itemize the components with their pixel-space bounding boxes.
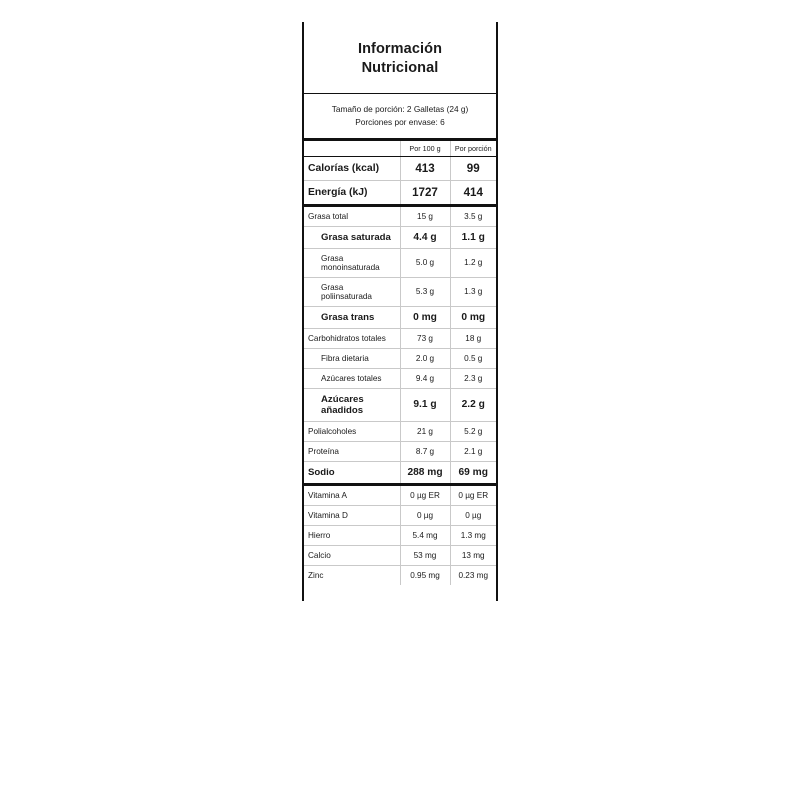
table-header-row [304,141,496,157]
row-value-per-serving: 1.3 g [450,277,496,306]
row-value-per-serving: 0.5 g [450,348,496,368]
nutrition-table [304,141,496,585]
column-header-nutrient [304,141,400,157]
table-row [304,368,496,388]
row-value-per-100g: 1727 [400,180,450,205]
row-value-per-100g: 5.3 g [400,277,450,306]
row-label: Grasa trans [304,306,400,328]
serving-information [304,94,496,141]
row-value-per-serving: 1.2 g [450,248,496,277]
row-label: Zinc [308,570,324,580]
table-row [304,545,496,565]
column-header-per-serving: Por porción [450,141,496,157]
table-row [304,348,496,368]
row-value-per-100g: 21 g [400,421,450,441]
row-label: Vitamina D [304,505,400,525]
table-row [304,421,496,441]
row-value-per-100g: 9.4 g [400,368,450,388]
row-value-per-serving: 69 mg [450,461,496,484]
table-row [304,205,496,226]
row-value-per-serving: 414 [450,180,496,205]
row-label: Azúcares añadidos [304,388,400,421]
table-row [304,461,496,484]
row-label: Carbohidratos totales [304,328,400,348]
table-row [304,505,496,525]
row-label: Grasa monoinsaturada [304,248,400,277]
row-value-per-100g: 73 g [400,328,450,348]
table-row [304,484,496,505]
row-value-per-100g: 5.0 g [400,248,450,277]
row-value-per-100g: 9.1 g [400,388,450,421]
row-value-per-serving: 99 [450,156,496,180]
row-value-per-100g: 0.95 mg [400,565,450,585]
row-value-per-serving: 3.5 g [450,205,496,226]
row-value-per-serving: 0 mg [450,306,496,328]
row-value-per-serving: 2.1 g [450,441,496,461]
row-value-per-serving: 0 µg ER [450,484,496,505]
column-header-per-100g: Por 100 g [400,141,450,157]
table-row [304,388,496,421]
table-row [304,226,496,248]
row-value-per-100g: 0 mg [400,306,450,328]
row-label: Grasa poliinsaturada [304,277,400,306]
row-value-per-100g: 4.4 g [400,226,450,248]
row-value-per-100g: 53 mg [400,545,450,565]
row-value-per-serving: 18 g [450,328,496,348]
row-label: Polialcoholes [304,421,400,441]
row-label: Azúcares totales [304,368,400,388]
table-row [304,328,496,348]
row-label: Calorías (kcal) [304,156,400,180]
row-value-per-serving: 2.3 g [450,368,496,388]
row-value-per-100g: 413 [400,156,450,180]
row-value-per-serving: 0.23 mg [450,565,496,585]
row-label: Grasa total [304,205,400,226]
row-value-per-serving: 2.2 g [450,388,496,421]
panel-bottom-spacer [304,585,496,601]
row-label: Grasa saturada [304,226,400,248]
table-row [304,156,496,180]
title-line-2: Nutricional [361,59,439,76]
table-row [304,441,496,461]
row-label: Vitamina A [304,484,400,505]
row-label: Fibra dietaria [304,348,400,368]
row-value-per-serving: 0 µg [450,505,496,525]
serving-size: Tamaño de porción: 2 Galletas (24 g) [331,104,469,115]
table-row [304,525,496,545]
row-value-per-serving: 1.3 mg [450,525,496,545]
row-value-per-serving: 5.2 g [450,421,496,441]
table-row [304,306,496,328]
row-value-per-serving: 13 mg [450,545,496,565]
table-row [304,180,496,205]
row-label: Sodio [304,461,400,484]
table-row [304,248,496,277]
row-value-per-100g: 8.7 g [400,441,450,461]
label-title [304,22,496,94]
row-value-per-serving: 1.1 g [450,226,496,248]
table-row [304,277,496,306]
row-label: Energía (kJ) [304,180,400,205]
table-row [304,565,496,585]
row-value-per-100g: 5.4 mg [400,525,450,545]
nutrition-facts-panel [302,22,498,601]
row-value-per-100g: 0 µg [400,505,450,525]
row-label: Calcio [304,545,400,565]
row-value-per-100g: 15 g [400,205,450,226]
row-value-per-100g: 288 mg [400,461,450,484]
row-value-per-100g: 2.0 g [400,348,450,368]
row-value-per-100g: 0 µg ER [400,484,450,505]
row-label: Hierro [304,525,400,545]
servings-per-container: Porciones por envase: 6 [355,116,445,127]
title-line-1: Información [357,41,443,57]
row-label: Proteína [304,441,400,461]
